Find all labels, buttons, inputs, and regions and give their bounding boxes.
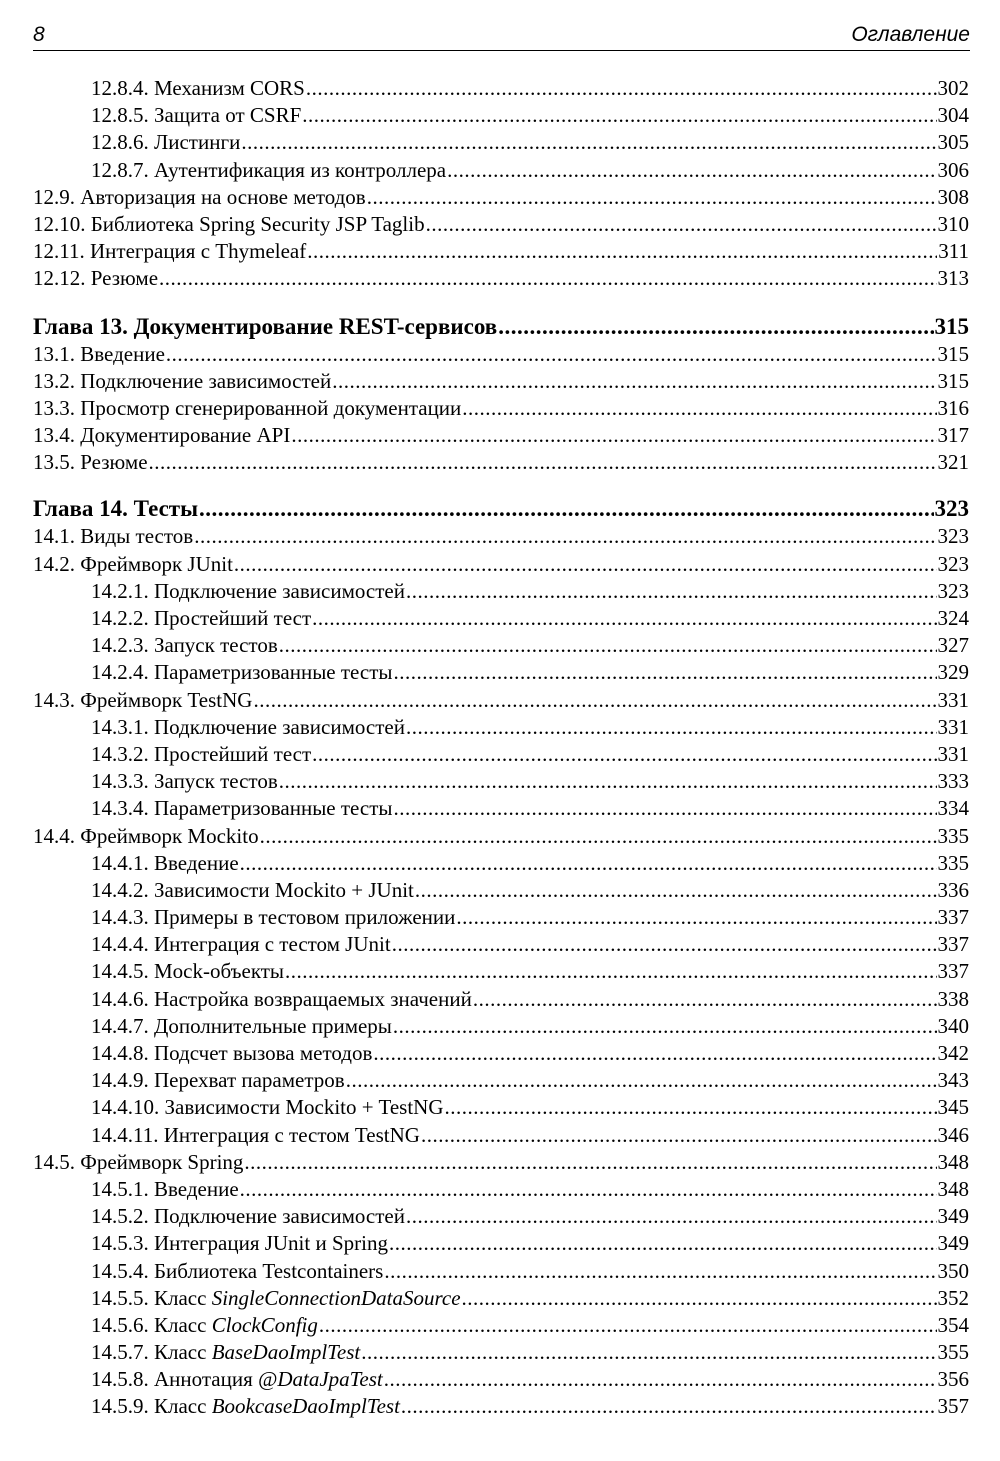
toc-entry-title (91, 796, 393, 821)
toc-entry[interactable] (33, 688, 969, 715)
toc-entry-page: 329 (937, 660, 969, 685)
toc-entry-text: Дополнительные примеры (154, 1013, 392, 1038)
dot-leader (367, 185, 937, 210)
dot-leader (149, 450, 937, 475)
toc-entry-text: Подключение зависимостей (154, 578, 405, 603)
toc-entry[interactable] (33, 396, 969, 423)
toc-entry-title (91, 130, 240, 155)
toc-entry-number: 12.8.7. (91, 157, 149, 182)
dot-leader (260, 824, 937, 849)
toc-entry-text: Настройка возвращаемых значений (154, 986, 472, 1011)
dot-leader (194, 524, 936, 549)
toc-entry[interactable] (33, 633, 969, 660)
toc-entry-text: Тесты (133, 496, 199, 522)
toc-entry[interactable] (33, 660, 969, 687)
toc-entry-text: Параметризованные тесты (154, 660, 393, 685)
toc-entry-page: 315 (937, 341, 969, 366)
dot-leader (319, 1313, 937, 1338)
toc-entry-number: 14.5.9. (91, 1394, 149, 1419)
toc-entry-class-name: ClockConfig (211, 1312, 318, 1337)
toc-entry-page: 338 (937, 986, 969, 1011)
toc-entry-text: Фреймворк Mockito (80, 823, 259, 848)
toc-entry[interactable] (33, 1177, 969, 1204)
toc-entry-text: Введение (154, 1176, 239, 1201)
toc-entry-number: 14.5.7. (91, 1340, 149, 1365)
dot-leader (373, 1041, 936, 1066)
dot-leader (312, 742, 936, 767)
toc-entry-text: Простейший тест (154, 741, 312, 766)
toc-entry[interactable] (33, 987, 969, 1014)
toc-entry[interactable] (33, 1394, 969, 1421)
toc-entry-number: 14.4.7. (91, 1013, 149, 1038)
toc-entry-text: Листинги (154, 130, 241, 155)
toc-entry-title (91, 1313, 318, 1338)
toc-entry-number: 14.4.4. (91, 932, 149, 957)
toc-entry-number: 14.5.5. (91, 1285, 149, 1310)
toc-entry-title (91, 158, 446, 183)
toc-entry-page: 348 (937, 1176, 969, 1201)
toc-entry-title (91, 1014, 392, 1039)
toc-entry[interactable] (33, 158, 969, 185)
dot-leader (392, 932, 937, 957)
toc-entry-page: 305 (937, 130, 969, 155)
dot-leader (426, 212, 937, 237)
running-header (33, 20, 970, 51)
toc-entry-page: 323 (934, 496, 969, 522)
toc-entry-text: Перехват параметров (154, 1068, 345, 1093)
toc-entry-title (91, 905, 455, 930)
toc-entry-text: Виды тестов (80, 524, 194, 549)
toc-entry-page: 311 (938, 239, 969, 264)
toc-entry-title (91, 878, 414, 903)
toc-entry[interactable] (33, 959, 969, 986)
toc-entry[interactable] (33, 769, 969, 796)
toc-entry-number: 12.10. (33, 211, 86, 236)
toc-entry-page: 334 (937, 796, 969, 821)
dot-leader (279, 633, 937, 658)
toc-entry-page: 350 (937, 1258, 969, 1283)
toc-entry-number: 12.9. (33, 184, 75, 209)
toc-entry-title (33, 314, 497, 340)
dot-leader (406, 1204, 937, 1229)
toc-entry[interactable] (33, 239, 969, 266)
toc-entry-text: Класс (154, 1340, 207, 1365)
toc-entry[interactable] (33, 606, 969, 633)
dot-leader (462, 1286, 937, 1311)
toc-entry-page: 352 (937, 1285, 969, 1310)
toc-entry-number: 13.1. (33, 341, 75, 366)
toc-entry-page: 337 (937, 959, 969, 984)
toc-entry-page: 336 (937, 877, 969, 902)
dot-leader (384, 1367, 937, 1392)
toc-entry-text: Простейший тест (154, 606, 312, 630)
toc-entry-title (33, 185, 366, 210)
dot-leader (456, 905, 936, 930)
toc-entry-page: 327 (937, 633, 969, 658)
toc-entry-title (33, 396, 461, 421)
dot-leader (406, 715, 937, 740)
toc-entry-number: Глава 14. (33, 496, 128, 522)
toc-entry-text: Просмотр сгенерированной документации (80, 395, 462, 420)
toc-entry-number: 14.4.10. (91, 1095, 160, 1120)
toc-entry-title (91, 851, 239, 876)
dot-leader (389, 1231, 937, 1256)
toc-entry-title (91, 1095, 444, 1120)
dot-leader (241, 130, 936, 155)
dot-leader (445, 1095, 937, 1120)
toc-entry-number: 14.4.8. (91, 1041, 149, 1065)
toc-entry-text: Библиотека Spring Security JSP Taglib (90, 211, 425, 236)
toc-entry-text: Класс (154, 1285, 207, 1310)
toc-entry-text: Фреймворк Spring (80, 1149, 244, 1174)
toc-entry-title (91, 959, 284, 984)
toc-entry-text: Класс (154, 1394, 207, 1419)
toc-entry-page: 323 (937, 551, 969, 576)
toc-entry-title (33, 450, 148, 475)
toc-entry-page: 342 (937, 1041, 969, 1065)
toc-entry-number: 14.2.1. (91, 578, 149, 603)
toc-entry-number: 12.8.6. (91, 130, 149, 155)
toc-entry-title (33, 1150, 243, 1175)
dot-leader (312, 606, 936, 631)
toc-entry-number: 14.3.4. (91, 796, 149, 821)
toc-entry-title (91, 76, 305, 101)
toc-entry-title (91, 1340, 360, 1365)
toc-entry[interactable] (33, 715, 969, 742)
toc-entry-number: 14.2.2. (91, 606, 149, 630)
toc-entry-page: 349 (937, 1204, 969, 1229)
toc-entry-number: 14.3. (33, 687, 75, 712)
toc-entry[interactable] (33, 1041, 969, 1068)
dot-leader (240, 1177, 937, 1202)
toc-entry[interactable] (33, 1340, 969, 1367)
toc-entry-page: 316 (937, 395, 969, 420)
toc-entry-title (91, 660, 393, 685)
toc-entry-title (91, 1259, 383, 1284)
toc-entry-title (91, 103, 301, 128)
toc-entry-text: Интеграция с Thymeleaf (89, 239, 307, 264)
toc-entry-number: 14.4.9. (91, 1068, 149, 1093)
toc-entry-number: 14.4.5. (91, 959, 149, 984)
toc-entry-title (33, 212, 425, 237)
toc-entry-title (33, 524, 193, 549)
toc-entry-text: Документирование REST-сервисов (133, 313, 498, 339)
toc-entry[interactable] (33, 1259, 969, 1286)
toc-entry-number: 14.4.1. (91, 850, 149, 875)
toc-entry-title (33, 552, 233, 577)
toc-entry-text: Интеграция с тестом TestNG (163, 1122, 420, 1147)
toc-entry-text: Параметризованные тесты (154, 796, 393, 821)
toc-entry[interactable] (33, 1313, 969, 1340)
toc-entry-text: Подключение зависимостей (80, 368, 332, 393)
page-number: 8 (33, 23, 45, 46)
toc-entry-number: 14.5.6. (91, 1312, 149, 1337)
toc-entry-page: 356 (937, 1367, 969, 1392)
toc-entry-title (91, 1177, 239, 1202)
toc-entry[interactable] (33, 1014, 969, 1041)
toc-entry-title (91, 769, 278, 794)
toc-entry-number: 14.5.4. (91, 1258, 149, 1283)
toc-entry-number: 14.4.6. (91, 986, 149, 1011)
toc-entry[interactable] (33, 824, 969, 851)
toc-entry-number: 13.2. (33, 368, 75, 393)
toc-entry[interactable] (33, 932, 969, 959)
toc-entry-page: 337 (937, 932, 969, 957)
toc-entry-number: 14.4.2. (91, 877, 149, 902)
toc-entry-page: 315 (937, 368, 969, 393)
toc-entry-text: Фреймворк JUnit (80, 551, 233, 576)
dot-leader (244, 1150, 936, 1175)
toc-entry-page: 331 (937, 687, 969, 712)
toc-entry-number: 14.5.3. (91, 1231, 149, 1256)
toc-entry-title (91, 1394, 400, 1419)
toc-entry-title (91, 1041, 372, 1066)
toc-entry-class-name: SingleConnectionDataSource (211, 1285, 461, 1310)
toc-entry[interactable] (33, 1286, 969, 1313)
toc-entry[interactable] (33, 851, 969, 878)
toc-entry-number: 14.2.3. (91, 633, 149, 658)
toc-entry[interactable] (33, 579, 969, 606)
dot-leader (279, 769, 937, 794)
dot-leader (394, 660, 937, 685)
toc-entry-number: 13.3. (33, 395, 75, 420)
toc-entry-class-name: BookcaseDaoImplTest (211, 1394, 400, 1419)
toc-entry[interactable] (33, 1095, 969, 1122)
toc-entry-text: Подключение зависимостей (154, 714, 405, 739)
toc-entry-text: Аннотация (154, 1367, 253, 1392)
dot-leader (447, 158, 936, 183)
toc-entry-page: 306 (937, 157, 969, 182)
toc-entry-text: Библиотека Testcontainers (154, 1258, 384, 1283)
toc-entry-title (91, 715, 405, 740)
toc-entry-number: 14.5. (33, 1149, 75, 1174)
toc-entry-text: Класс (154, 1312, 207, 1337)
running-header-title: Оглавление (851, 23, 970, 46)
toc-entry-text: Документирование API (80, 423, 291, 448)
toc-entry-text: Введение (154, 850, 239, 875)
toc-entry-number: Глава 13. (33, 313, 128, 339)
toc-entry[interactable] (33, 796, 969, 823)
toc-entry-title (33, 342, 165, 367)
toc-entry-text: Резюме (90, 266, 159, 291)
toc-entry-title (91, 987, 472, 1012)
toc-entry-page: 323 (937, 524, 969, 549)
dot-leader (361, 1340, 936, 1365)
toc-entry-number: 14.1. (33, 524, 75, 549)
toc-entry-title (91, 633, 278, 658)
toc-entry-page: 323 (937, 578, 969, 603)
dot-leader (199, 496, 933, 522)
toc-entry-title (91, 1068, 345, 1093)
toc-entry-title (33, 496, 198, 522)
toc-entry-page: 321 (937, 450, 969, 475)
toc-entry-page: 302 (937, 76, 969, 100)
toc-entry-number: 14.4.11. (91, 1122, 159, 1147)
dot-leader (394, 796, 937, 821)
toc-entry-class-name: @DataJpaTest (258, 1367, 383, 1392)
toc-entry-number: 14.5.8. (91, 1367, 149, 1392)
toc-entry[interactable] (33, 450, 969, 477)
toc-entry-text: Введение (80, 341, 165, 366)
toc-entry[interactable] (33, 342, 969, 369)
toc-entry-text: Подключение зависимостей (154, 1204, 405, 1229)
dot-leader (159, 266, 936, 291)
toc-entry-number: 14.4.3. (91, 905, 149, 930)
dot-leader (473, 987, 937, 1012)
toc-entry-page: 346 (937, 1122, 969, 1147)
toc-chapter-entry[interactable] (33, 496, 969, 524)
toc-entry-page: 317 (937, 423, 969, 448)
dot-leader (307, 239, 937, 264)
toc-entry[interactable] (33, 130, 969, 157)
toc-entry[interactable] (33, 1150, 969, 1177)
toc-entry-page: 340 (937, 1013, 969, 1038)
toc-chapter-entry[interactable] (33, 314, 969, 342)
toc-entry-text: Фреймворк TestNG (80, 687, 253, 712)
toc-entry-text: Запуск тестов (154, 769, 278, 794)
toc-entry-title (91, 1231, 388, 1256)
toc-entry-text: Защита от CSRF (154, 103, 302, 128)
toc-entry-title (33, 688, 252, 713)
dot-leader (384, 1259, 936, 1284)
toc-entry-number: 14.2. (33, 551, 75, 576)
toc-entry-page: 313 (937, 266, 969, 291)
toc-entry-page: 310 (937, 211, 969, 236)
dot-leader (166, 342, 937, 367)
dot-leader (253, 688, 936, 713)
toc-entry-number: 14.5.2. (91, 1204, 149, 1229)
toc-entry[interactable] (33, 1367, 969, 1394)
toc-entry[interactable] (33, 1231, 969, 1258)
dot-leader (332, 369, 936, 394)
toc-entry-text: Авторизация на основе методов (80, 184, 366, 209)
toc-entry-title (33, 239, 306, 264)
toc-entry[interactable] (33, 742, 969, 769)
toc-entry[interactable] (33, 369, 969, 396)
toc-entry-title (33, 369, 331, 394)
toc-entry-title (33, 266, 158, 291)
dot-leader (346, 1068, 937, 1093)
toc-entry-text: Интеграция JUnit и Spring (154, 1231, 388, 1256)
toc-entry-title (33, 824, 259, 849)
table-of-contents (33, 76, 969, 1422)
toc-entry-number: 14.3.3. (91, 769, 149, 794)
toc-entry-number: 14.5.1. (91, 1176, 149, 1201)
toc-entry-page: 304 (937, 103, 969, 128)
toc-entry-text: Аутентификация из контроллера (154, 157, 447, 182)
toc-entry-number: 12.8.5. (91, 103, 149, 128)
toc-entry[interactable] (33, 212, 969, 239)
dot-leader (415, 878, 937, 903)
toc-entry-page: 324 (937, 606, 969, 630)
toc-entry-text: Резюме (80, 450, 148, 475)
toc-entry[interactable] (33, 103, 969, 130)
toc-entry[interactable] (33, 905, 969, 932)
dot-leader (421, 1123, 937, 1148)
toc-entry[interactable] (33, 524, 969, 551)
dot-leader (393, 1014, 937, 1039)
toc-entry[interactable] (33, 878, 969, 905)
toc-entry-text: Примеры в тестовом приложении (154, 905, 456, 930)
toc-entry-page: 333 (937, 769, 969, 794)
toc-entry-number: 13.5. (33, 450, 75, 475)
toc-entry-title (91, 932, 391, 957)
dot-leader (306, 76, 937, 101)
dot-leader (498, 314, 933, 340)
toc-entry-title (91, 1367, 383, 1392)
toc-entry-number: 12.12. (33, 266, 86, 291)
toc-entry-title (33, 423, 290, 448)
dot-leader (462, 396, 936, 421)
toc-entry-page: 345 (937, 1095, 969, 1120)
toc-entry-page: 348 (937, 1149, 969, 1174)
toc-entry-page: 343 (937, 1068, 969, 1093)
toc-entry-text: Mock-объекты (154, 959, 285, 984)
toc-entry-class-name: BaseDaoImplTest (211, 1340, 361, 1365)
toc-entry-page: 349 (937, 1231, 969, 1256)
dot-leader (291, 423, 936, 448)
toc-entry-title (91, 1286, 461, 1311)
toc-entry-text: Запуск тестов (154, 633, 278, 658)
toc-entry-page: 355 (937, 1340, 969, 1365)
toc-entry-page: 337 (937, 905, 969, 930)
toc-entry-number: 13.4. (33, 423, 75, 448)
toc-entry-title (91, 579, 405, 604)
toc-entry-page: 357 (937, 1394, 969, 1419)
toc-entry[interactable] (33, 1068, 969, 1095)
toc-entry[interactable] (33, 1204, 969, 1231)
toc-entry-page: 331 (937, 741, 969, 766)
toc-entry-number: 12.8.4. (91, 76, 149, 100)
toc-entry-page: 331 (937, 714, 969, 739)
toc-entry-page: 308 (937, 184, 969, 209)
toc-entry-number: 14.3.2. (91, 741, 149, 766)
toc-entry-text: Подсчет вызова методов (154, 1041, 373, 1065)
toc-entry-number: 14.2.4. (91, 660, 149, 685)
toc-entry-title (91, 742, 311, 767)
toc-entry-text: Интеграция с тестом JUnit (154, 932, 391, 957)
toc-entry-text: Механизм CORS (154, 76, 305, 100)
dot-leader (406, 579, 937, 604)
toc-entry[interactable] (33, 423, 969, 450)
dot-leader (240, 851, 937, 876)
toc-entry-title (91, 1204, 405, 1229)
toc-entry[interactable] (33, 266, 969, 293)
toc-entry-number: 14.4. (33, 823, 75, 848)
toc-entry-title (91, 1123, 420, 1148)
toc-entry-number: 14.3.1. (91, 714, 149, 739)
toc-entry[interactable] (33, 1123, 969, 1150)
toc-entry[interactable] (33, 76, 969, 103)
dot-leader (285, 959, 936, 984)
dot-leader (302, 103, 936, 128)
toc-entry[interactable] (33, 552, 969, 579)
toc-entry-title (91, 606, 311, 631)
dot-leader (401, 1394, 937, 1419)
toc-entry-page: 335 (937, 850, 969, 875)
toc-entry-text: Зависимости Mockito + JUnit (154, 877, 414, 902)
dot-leader (234, 552, 937, 577)
toc-entry[interactable] (33, 185, 969, 212)
toc-entry-page: 354 (937, 1312, 969, 1337)
toc-entry-number: 12.11. (33, 239, 85, 264)
toc-entry-text: Зависимости Mockito + TestNG (164, 1095, 444, 1120)
toc-entry-page: 335 (937, 823, 969, 848)
toc-entry-page: 315 (934, 313, 969, 339)
